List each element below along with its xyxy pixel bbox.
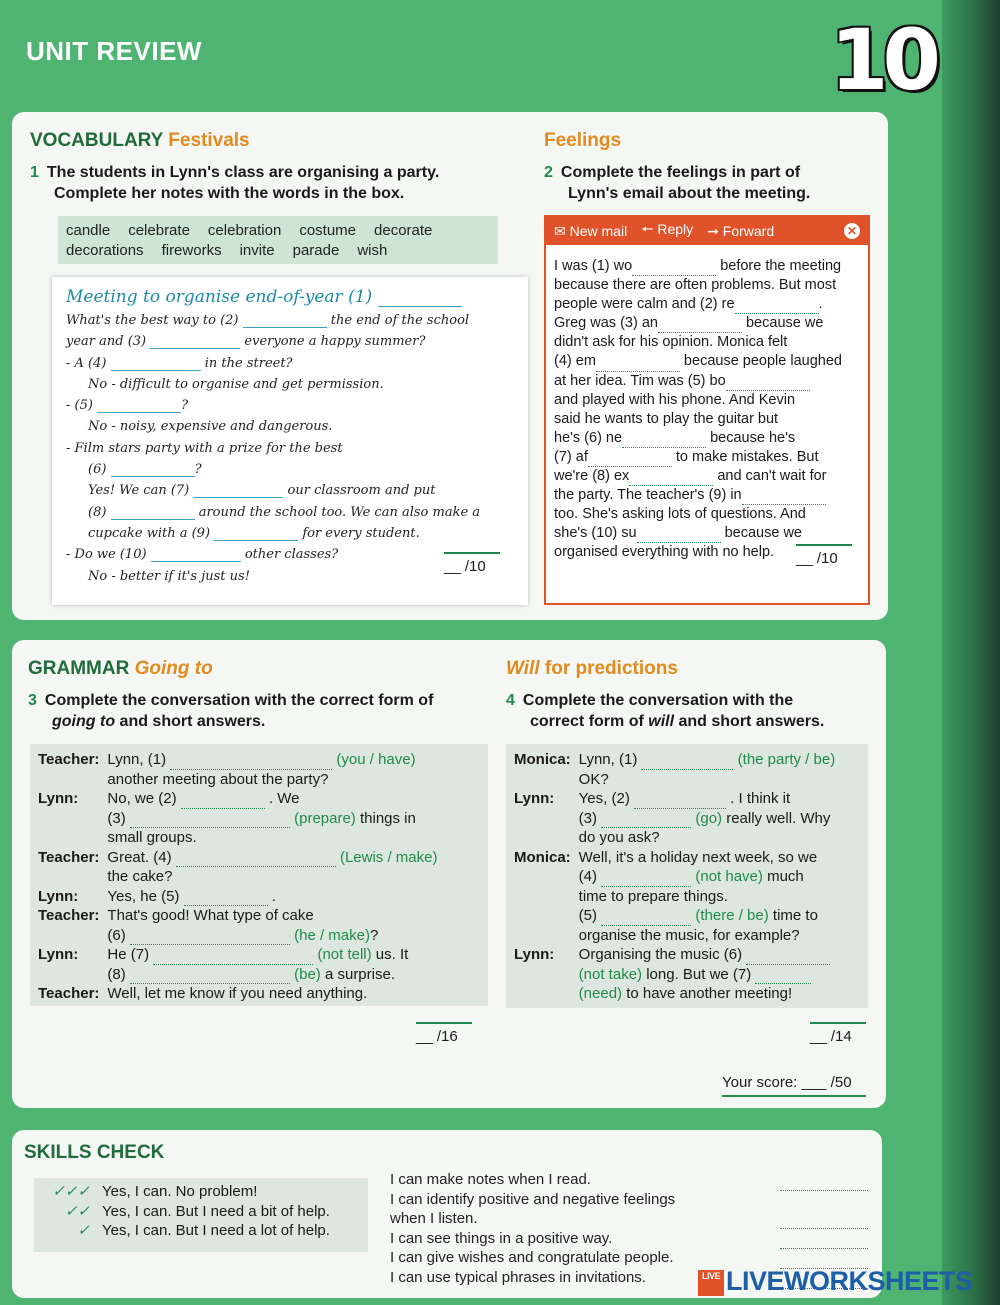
word-box: [58, 216, 498, 264]
d4-blank-1[interactable]: [641, 756, 733, 770]
page-title: UNIT REVIEW: [26, 36, 202, 66]
skills-key-row: ✓✓✓ Yes, I can. No problem!: [42, 1182, 360, 1202]
skills-key-row: ✓✓ Yes, I can. But I need a bit of help.: [42, 1202, 360, 1222]
word-box-item: decorate: [374, 222, 433, 239]
d4-blank-4[interactable]: [601, 873, 691, 887]
email-blank[interactable]: [658, 319, 742, 333]
lynn-notes: Meeting to organise end-of-year (1) What's the best way to (2) the end of the school year and (3) everyone a happy summer? - A (4) in the street? No - difficult to organise and get permission. - (5) ? No - noisy, expensive and dangerous. - Film stars party with a prize for the best (6) ? Yes! We can (7) our classroom and put (8) around the school too. We can also make a cupcake with a (9) for every student. - Do we (10) other classes? No - better if it's just us!: [52, 277, 528, 605]
word-box-item: wish: [357, 242, 388, 259]
close-icon[interactable]: ✕: [844, 223, 860, 239]
email-line: organised everything with no help.: [554, 544, 775, 561]
skills-list: [390, 1170, 675, 1288]
page-edge: [942, 0, 1000, 1305]
notes-blank-3[interactable]: [150, 335, 240, 349]
d3-blank-4[interactable]: [176, 853, 336, 867]
skill-blank-1[interactable]: [780, 1190, 868, 1191]
exercise-2-score: __ /10: [796, 544, 852, 567]
email-blank[interactable]: [632, 262, 716, 276]
skill-blank-2[interactable]: [780, 1228, 868, 1229]
skill-statement: I can make notes when I read.: [390, 1171, 591, 1188]
word-box-item: decorations: [66, 242, 144, 259]
will-heading: Will for predictions: [506, 658, 678, 679]
d3-blank-8[interactable]: [130, 970, 290, 984]
email-line: (7) af to make mistakes. But: [554, 448, 860, 467]
email-blank[interactable]: [596, 358, 680, 372]
d4-blank-6[interactable]: [746, 951, 830, 965]
email-blank[interactable]: [726, 377, 810, 391]
d4-blank-7[interactable]: [755, 970, 811, 984]
notes-blank-10[interactable]: [151, 548, 241, 562]
skills-key-row: ✓ Yes, I can. But I need a lot of help.: [42, 1221, 360, 1241]
feelings-heading: Feelings: [544, 130, 622, 151]
exercise-4-score: __ /14: [810, 1022, 866, 1045]
email-blank[interactable]: [637, 529, 721, 543]
word-box-item: invite: [239, 242, 275, 259]
dialog-4: Monica: Lynn, (1) (the party / be) OK? Lynn: Yes, (2) . I think it (3) (go) really well. Why do you ask? Monica: Well, it's a holiday next week, so we (4) (not have) much time to prepare things. (5) (there / be) time to organise the music, for example? Lynn: Organising the music (6) (not take) long. But we (7) (need) to have another meeting!: [506, 744, 868, 1008]
d3-blank-1[interactable]: [170, 756, 332, 770]
skill-blank-3[interactable]: [780, 1248, 868, 1249]
skill-statement: I can use typical phrases in invitations.: [390, 1268, 646, 1286]
notes-blank-8[interactable]: [111, 506, 195, 520]
new-mail-button[interactable]: ✉ New mail: [554, 222, 628, 239]
email-line: and played with his phone. And Kevin: [554, 391, 796, 408]
notes-blank-6[interactable]: [111, 463, 195, 477]
vocabulary-heading: VOCABULARY Festivals: [30, 130, 250, 151]
exercise-3-instructions: 3 Complete the conversation with the correct form of going to and short answers.: [28, 692, 434, 730]
check-icon: ✓: [77, 1222, 90, 1239]
d3-blank-7[interactable]: [153, 951, 313, 965]
skills-heading: SKILLS CHECK: [24, 1142, 165, 1163]
word-box-item: celebration: [207, 222, 282, 239]
d3-blank-6[interactable]: [130, 931, 290, 945]
email-line: we're (8) ex and can't wait for: [554, 467, 860, 486]
email-blank[interactable]: [629, 472, 713, 486]
grammar-heading: GRAMMAR Going to: [28, 658, 213, 679]
email-line: the party. The teacher's (9) in: [554, 486, 860, 505]
check-icon: ✓✓: [64, 1202, 90, 1220]
notes-blank-5[interactable]: [97, 399, 181, 413]
word-box-item: candle: [66, 222, 111, 239]
liveworksheets-logo: LIVE: [698, 1270, 724, 1296]
d4-blank-3[interactable]: [601, 814, 691, 828]
word-box-item: costume: [299, 222, 357, 239]
email-line: he's (6) ne because he's: [554, 429, 860, 448]
exercise-2-instructions: 2 Complete the feelings in part of Lynn's email about the meeting.: [544, 164, 811, 202]
word-box-item: fireworks: [161, 242, 222, 259]
email-blank[interactable]: [735, 300, 819, 314]
notes-blank-1[interactable]: [378, 293, 462, 307]
email-line: too. She's asking lots of questions. And: [554, 506, 806, 523]
email-line: said he wants to play the guitar but: [554, 410, 779, 427]
notes-blank-7[interactable]: [193, 484, 283, 498]
skills-key: [34, 1178, 368, 1252]
exercise-3-score: __ /16: [416, 1022, 472, 1045]
vocabulary-panel: [12, 112, 888, 620]
email-line: because there are often problems. But most: [554, 277, 837, 294]
email-line: she's (10) su because we: [554, 524, 860, 543]
email-line: people were calm and (2) re .: [554, 295, 860, 314]
email-line: Greg was (3) an because we: [554, 314, 860, 333]
word-box-item: parade: [292, 242, 340, 259]
word-box-item: celebrate: [128, 222, 190, 239]
skill-statement: when I listen.: [390, 1210, 478, 1228]
d3-blank-3[interactable]: [130, 814, 290, 828]
notes-blank-4[interactable]: [111, 357, 201, 371]
total-score: Your score: ___ /50: [722, 1074, 866, 1097]
d4-blank-2[interactable]: [634, 795, 726, 809]
check-icon: ✓✓✓: [52, 1183, 90, 1200]
email-blank[interactable]: [588, 453, 672, 467]
liveworksheets-watermark: LIVE LIVEWORKSHEETS: [698, 1266, 973, 1297]
skill-statement: I can identify positive and negative feelings: [390, 1190, 676, 1208]
forward-button[interactable]: ➞ Forward: [707, 222, 775, 239]
email-line: didn't ask for his opinion. Monica felt: [554, 334, 788, 351]
exercise-1-score: __ /10: [444, 552, 500, 575]
grammar-panel: [12, 640, 886, 1108]
email-line: (4) em because people laughed: [554, 352, 860, 371]
d4-blank-5[interactable]: [601, 912, 691, 926]
email-toolbar: [546, 217, 868, 245]
dialog-3: Teacher: Lynn, (1) (you / have) another meeting about the party? Lynn: No, we (2) . We (3) (prepare) things in small groups. Teacher: Great. (4) (Lewis / make) the cake? Lynn: Yes, he (5) . Teacher: That's good! What type of cake (6) (he / make)? Lynn: He (7) (not tell) us. It (8) (be) a surprise. Teacher: Well, let me know if you need anything.: [30, 744, 488, 1006]
email-line: at her idea. Tim was (5) bo: [554, 372, 860, 391]
email-line: I was (1) wo before the meeting: [554, 257, 860, 276]
exercise-4-instructions: 4 Complete the conversation with the correct form of will and short answers.: [506, 692, 825, 730]
d3-blank-2[interactable]: [181, 795, 265, 809]
exercise-1-instructions: 1 The students in Lynn's class are organising a party. Complete her notes with the words in the box.: [30, 164, 440, 202]
email-blank[interactable]: [742, 491, 826, 505]
email-body: [546, 245, 868, 575]
notes-blank-2[interactable]: [243, 314, 327, 328]
unit-number: 10: [830, 11, 935, 109]
skill-statement: I can see things in a positive way.: [390, 1229, 613, 1247]
reply-button[interactable]: 🠔 Reply: [641, 221, 694, 237]
skill-statement: I can give wishes and congratulate people.: [390, 1249, 674, 1267]
notes-blank-9[interactable]: [214, 527, 298, 541]
d3-blank-5[interactable]: [184, 892, 268, 906]
email-blank[interactable]: [622, 434, 706, 448]
